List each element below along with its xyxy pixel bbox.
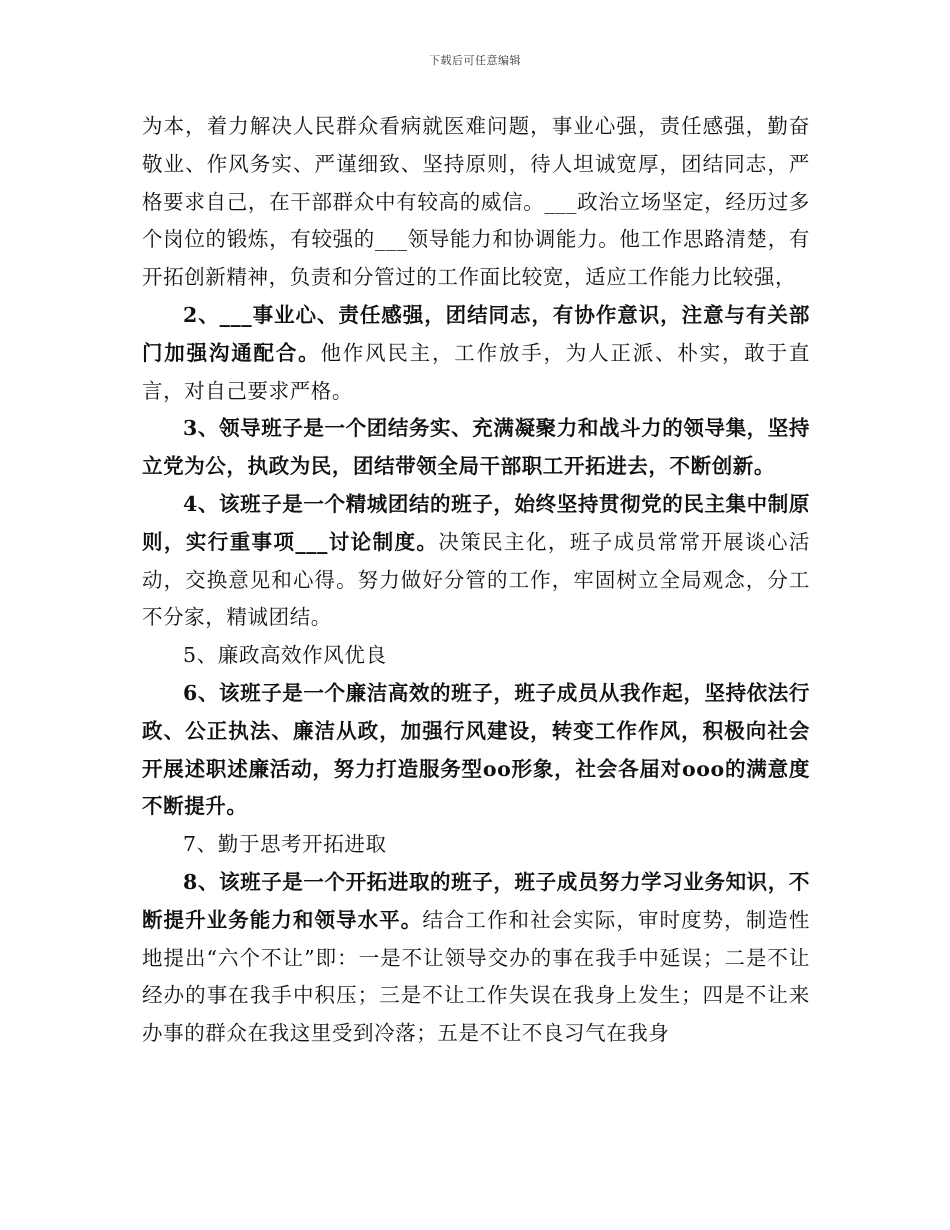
paragraph-3-bold-text: 3、领导班子是一个团结务实、充满凝聚力和战斗力的领导集，坚持立党为公，执政为民，团结带领全局干部职工开拓进去，不断创新。 [142, 416, 810, 479]
paragraph-4 [142, 486, 810, 637]
paragraph-3 [142, 410, 810, 486]
paragraph-7-heading [142, 826, 810, 864]
paragraph-2-bold-text: 2、___事业心、责任感强，团结同志，有协作意识，注意与有关部门加强沟通配合。 [142, 302, 810, 365]
paragraph-6-bold-text: 6、该班子是一个廉洁高效的班子，班子成员从我作起，坚持依法行政、公正执法、廉洁从政，加强行风建设，转变工作作风，积极向社会开展述职述廉活动，努力打造服务型oo形象，社会各届对ooo的满意度不断提升。 [142, 680, 810, 819]
paragraph-1-text: 为本，着力解决人民群众看病就医难问题，事业心强，责任感强，勤奋敬业、作风务实、严谨细致、坚持原则，待人坦诚宽厚，团结同志，严格要求自己，在干部群众中有较高的威信。___政治立场坚定，经历过多个岗位的锻炼，有较强的___领导能力和协调能力。他工作思路清楚，有开拓创新精神，负责和分管过的工作面比较宽，适应工作能力比较强， [142, 114, 810, 290]
document-body [142, 108, 810, 1053]
paragraph-1 [142, 108, 810, 297]
paragraph-6 [142, 675, 810, 826]
paragraph-8-bold-text: 8、该班子是一个开拓进取的班子，班子成员努力学习业务知识，不断提升业务能力和领导水平。 [142, 869, 810, 932]
paragraph-4-bold-text: 4、该班子是一个精城团结的班子，始终坚持贯彻党的民主集中制原则，实行重事项___讨论制度。 [142, 491, 810, 554]
paragraph-2 [142, 297, 810, 410]
paragraph-8 [142, 864, 810, 1053]
paragraph-5-text: 5、廉政高效作风优良 [183, 643, 387, 668]
paragraph-2-text: 他作风民主，工作放手，为人正派、朴实，敢于直言，对自己要求严格。 [142, 340, 810, 403]
paragraph-8-text: 结合工作和社会实际，审时度势，制造性地提出“六个不让”即：一是不让领导交办的事在我手中延误；二是不让经办的事在我手中积压；三是不让工作失误在我身上发生；四是不让来办事的群众在我这里受到冷落；五是不让不良习气在我身 [142, 907, 810, 1046]
paragraph-5-heading [142, 637, 810, 675]
paragraph-4-text: 决策民主化，班子成员常常开展谈心活动，交换意见和心得。努力做好分管的工作，牢固树立全局观念，分工不分家，精诚团结。 [142, 529, 811, 630]
paragraph-7-text: 7、勤于思考开拓进取 [183, 832, 387, 857]
page-header: 下载后可任意编辑 [429, 54, 521, 67]
